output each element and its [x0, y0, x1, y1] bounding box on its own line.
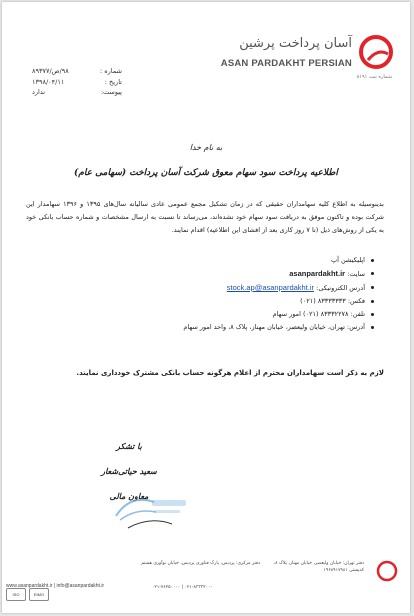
- list-item: تلفن: ۸۳۳۳۲۲۷۸ (۰۲۱) امور سهام: [34, 308, 374, 321]
- letter-title: اطلاعیه پرداخت سود سهام معوق شرکت آسان پرداخت (سهامی عام): [74, 168, 338, 178]
- registration-number: شماره ثبت ۸۱۹۱: [356, 74, 392, 80]
- footer-address-branch: دفتر مرکزی: پردیس، پارک فناوری پردیس، خیابان نوآوری هشتم: [141, 561, 260, 566]
- meta-label: پیوست:: [100, 88, 122, 96]
- email-link[interactable]: stock.ap@asanpardakht.ir: [226, 283, 315, 292]
- meta-row-date: [32, 77, 122, 88]
- footer-address-main: دفتر تهران: خیابان ولیعصر، خیابان مهناز، پلاک ۸، کدپستی ۱۹۶۸۹۱۷۹۸۱: [273, 561, 364, 573]
- letter-meta: [32, 66, 122, 98]
- list-item: فکس: ۸۳۳۳۳۳۳۳ (۰۲۱): [34, 295, 374, 308]
- meta-label: تاریخ :: [104, 77, 122, 86]
- meta-row-attachment: [32, 87, 122, 98]
- closing-text: با تشکر: [116, 441, 142, 451]
- basmala: به نام خدا: [189, 143, 223, 152]
- contact-methods-list: [34, 254, 374, 334]
- list-item: آدرس الکترونیکی: stock.ap@asanpardakht.ir: [34, 281, 374, 295]
- company-stamp-icon: [110, 490, 190, 534]
- signer-name: سعید حیاتی‌شعار: [101, 466, 157, 476]
- certification-badges: [6, 588, 49, 601]
- meta-row-number: [32, 66, 122, 77]
- letter-footer: [2, 558, 410, 598]
- list-item: آدرس: تهران، خیابان ولیعصر، خیابان مهناز، پلاک ۸، واحد امور سهام: [34, 321, 374, 334]
- iso-badge-icon: ISO: [6, 588, 26, 601]
- shared-account-notice: لازم به ذکر است سهامداران محترم از اعلام هرگونه حساب بانکی مشترک خودداری نمایند.: [76, 369, 384, 377]
- eimo-badge-icon: EIMO: [29, 588, 49, 601]
- letter-paragraph: بدینوسیله به اطلاع کلیه سهامداران حقیقی که در زمان تشکیل مجمع عمومی عادی سالیانه سال‌های ۱۳۹۵ و ۱۳۹۶ سهامدار این شرکت بوده و تاکنون موفق به دریافت سود سهام خود نشده‌اند، می‌رساند تا نسبت به ارسال مشخصات و شماره حساب بانکی خود به یکی از روش‌های ذیل (تا ۷ روز کاری بعد از افشای این اطلاعیه) اقدام نمایند.: [26, 200, 384, 234]
- signer-position: معاون مالی: [109, 491, 149, 501]
- meta-value: ۱۳۹۸/۰۴/۱۱: [32, 77, 65, 86]
- brand-name-en: ASAN PARDAKHT PERSIAN: [220, 58, 352, 69]
- footer-logo-icon: [376, 560, 398, 582]
- asan-pardakht-logo-icon: [358, 34, 394, 70]
- list-item: اپلیکیشن آپ: [34, 254, 374, 267]
- footer-web-email[interactable]: www.asanpardakht.ir | info@asanpardakht.ir: [6, 583, 105, 589]
- meta-label: شماره :: [100, 67, 122, 75]
- list-item: سایت: asanpardakht.ir: [34, 267, 374, 281]
- meta-value: ندارد: [32, 88, 46, 96]
- company-logo: [200, 30, 400, 90]
- meta-value: ۹۸/ص/۸۹۳۷۷: [32, 67, 69, 75]
- letter-page: [2, 2, 410, 613]
- brand-name-fa: آسان پرداخت پرشین: [239, 36, 352, 51]
- footer-phones: ۰۲۱-۸۳۳۳۲۰۰۰ | ۰۲۱-۷۶۲۵۰۰۰۰: [152, 585, 213, 590]
- website-link[interactable]: asanpardakht.ir: [289, 269, 346, 278]
